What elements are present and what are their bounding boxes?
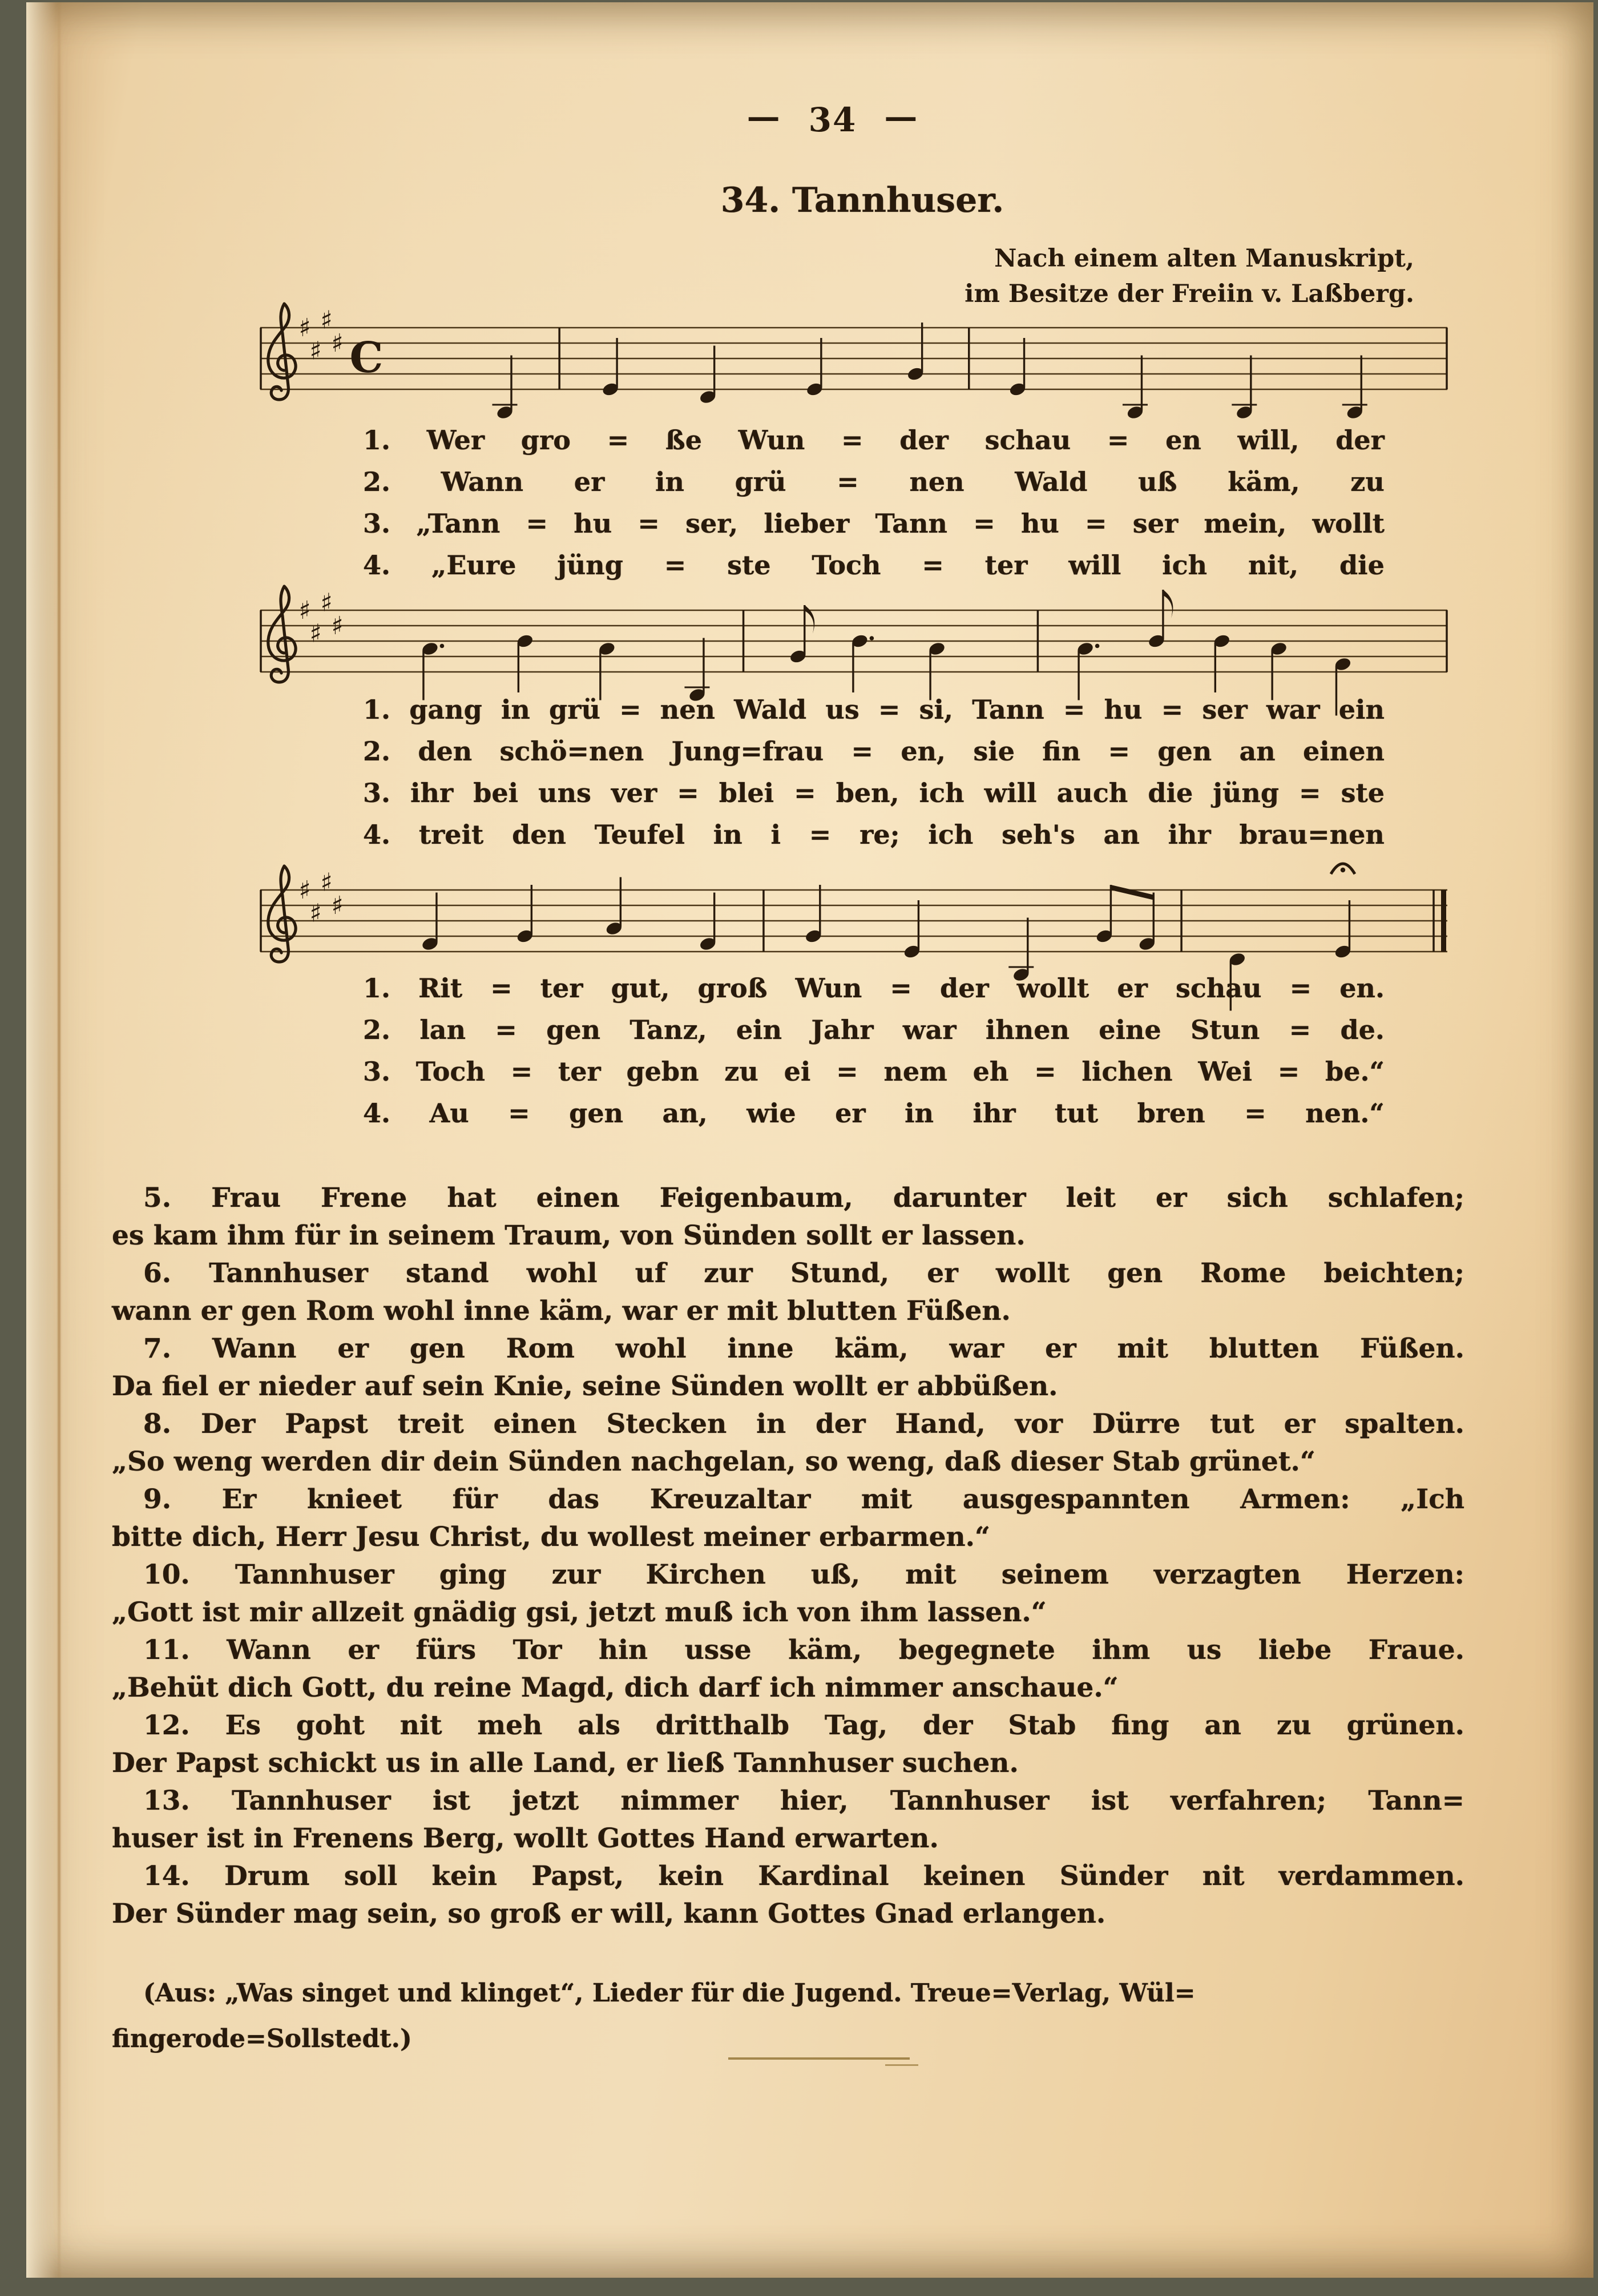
lyric-line-2 [363,736,1385,767]
lyric-syllable: 4. [363,819,391,850]
lyric-syllable: = [794,778,816,808]
lyric-syllable: = [508,1098,530,1129]
page-number-dash-right: — [884,97,919,136]
lyric-syllable: Toch [812,550,881,581]
lyric-syllable: in [713,819,742,850]
lyric-syllable: tut [1055,1098,1099,1129]
verse-13-line-2: huser ist in Frenens Berg, wollt Gottes Hand erwarten. [112,1823,939,1854]
lyric-syllable: Wald [734,694,807,725]
lyric-syllable: gen [546,1014,601,1045]
lyric-syllable: war [902,1014,957,1045]
lyric-syllable: will, [1237,425,1300,456]
lyric-syllable: nen [660,694,715,725]
lyric-syllable: in [501,694,530,725]
lyric-syllable: = [878,694,901,725]
lyric-syllable: gen [569,1098,624,1129]
augmentation-dot [440,644,445,648]
lyric-syllable: = [1034,1056,1056,1087]
lyric-syllable: schau [1175,973,1262,1004]
lyric-syllable: hu [574,508,612,539]
lyric-syllable: Jung=frau [671,736,824,767]
lyric-syllable: us [825,694,859,725]
lyric-syllable: gebn [626,1056,699,1087]
binding-crease [58,2,60,2278]
lyric-syllable: seh's [1002,819,1075,850]
verse-12-line-2: Der Papst schickt us in alle Land, er ließ Tannhuser suchen. [112,1747,1019,1779]
lyric-syllable: = [1108,736,1131,767]
verse-6-line-2: wann er gen Rom wohl inne käm, war er mit blutten Füßen. [112,1295,1011,1327]
lyric-syllable: 1. [363,973,391,1004]
lyric-syllable: groß [697,973,768,1004]
lyric-syllable: der [940,973,989,1004]
lyric-syllable: ver [611,778,657,808]
verse-12-line-1: 12. Es goht nit meh als dritthalb Tag, der Stab fing an zu grünen. [143,1710,1464,1741]
beam [1111,885,1153,900]
lyric-syllable: er [574,466,605,497]
lyric-syllable: = [809,819,832,850]
page-number [156,97,1509,139]
verse-7-line-1: 7. Wann er gen Rom wohl inne käm, war er mit blutten Füßen. [143,1333,1464,1364]
lyric-syllable: bei [473,778,519,808]
lyric-syllable: wie [746,1098,796,1129]
sharp-icon: ♯ [320,588,333,618]
verse-10-line-2: „Gott ist mir allzeit gnädig gsi, jetzt muß ich von ihm lassen.“ [112,1597,1047,1628]
verse-13 [112,1782,1464,1858]
verse-9-line-2: bitte dich, Herr Jesu Christ, du wollest meiner erbarmen.“ [112,1521,991,1553]
page-left-edge [26,2,56,2278]
lyric-syllable: ße [665,425,702,456]
lyric-syllable: Wun [738,425,805,456]
final-barline-thick [1441,890,1446,952]
lyric-syllable: nen [909,466,965,497]
lyric-line-3 [363,1056,1385,1087]
lyric-syllable: 4. [363,550,391,581]
lyric-line-3 [363,508,1385,539]
lyric-syllable: de. [1340,1014,1385,1045]
lyric-syllable: ich [928,819,974,850]
lyric-syllable: an, [662,1098,708,1129]
attribution-line-2: im Besitze der Freiin v. Laßberg. [965,280,1414,308]
lyrics-staff-2 [363,694,1385,861]
lyric-syllable: en, [901,736,946,767]
treble-clef-icon [268,304,296,400]
fermata-dot [1341,868,1345,872]
lyric-syllable: schau [984,425,1071,456]
verse-10 [112,1556,1464,1632]
lyric-syllable: = [1244,1098,1266,1129]
lyric-syllable: wollt [1312,508,1385,539]
lyric-syllable: uns [538,778,591,808]
lyric-syllable: 3. [363,778,391,808]
song-title: 34. Tannhuser. [720,180,1004,220]
lyric-syllable: = [490,973,513,1004]
lyric-syllable: den [512,819,566,850]
lyric-syllable: = [1277,1056,1300,1087]
lyric-syllable: der [1335,425,1385,456]
lyric-syllable: 1. [363,694,391,725]
lyric-syllable: Tann [875,508,947,539]
augmentation-dot [1095,644,1100,648]
lyric-syllable: uß [1138,466,1177,497]
lyric-syllable: will [984,778,1037,808]
verse-9 [112,1481,1464,1556]
sharp-icon: ♯ [331,891,344,920]
sharp-icon: ♯ [298,596,311,625]
lyric-syllable: der [899,425,949,456]
lyric-syllable: jüng [557,550,623,581]
lyric-syllable: = [1299,778,1321,808]
lyric-line-1 [363,973,1385,1004]
lyric-syllable: eh [972,1056,1009,1087]
lyric-syllable: grü [549,694,600,725]
lyric-syllable: Wer [426,425,485,456]
verse-13-line-1: 13. Tannhuser ist jetzt nimmer hier, Tannhuser ist verfahren; Tann= [143,1785,1464,1816]
lyric-line-2 [363,466,1385,497]
lyric-syllable: nem [883,1056,947,1087]
verse-5-line-1: 5. Frau Frene hat einen Feigenbaum, darunter leit er sich schlafen; [143,1182,1464,1214]
eighth-flag [805,605,815,634]
lyric-syllable: er [1117,973,1148,1004]
lyric-syllable: ein [736,1014,782,1045]
lyric-syllable: käm, [1228,466,1300,497]
attribution-line-1: Nach einem alten Manuskript, [994,244,1414,273]
lyric-syllable: Wald [1015,466,1088,497]
lyric-syllable: brau=nen [1239,819,1385,850]
lyric-syllable: nit, [1248,550,1299,581]
lyric-syllable: ich [919,778,965,808]
lyric-syllable: auch [1056,778,1128,808]
lyric-syllable: Wann [441,466,524,497]
lyric-syllable: in [905,1098,934,1129]
lyrics-staff-1 [363,425,1385,591]
prose-verses [112,1179,1464,1933]
lyric-syllable: = [677,778,699,808]
lyric-syllable: fin [1042,736,1081,767]
verse-8-line-2: „So weng werden dir dein Sünden nachgelan, so weng, daß dieser Stab grünet.“ [112,1446,1315,1477]
lyric-syllable: gut, [611,973,670,1004]
source-note [112,1971,1464,2062]
augmentation-dot [870,636,874,641]
lyric-syllable: ser [1132,508,1179,539]
lyric-syllable: ben, [836,778,899,808]
verse-6 [112,1255,1464,1330]
lyric-syllable: Toch [415,1056,485,1087]
lyric-syllable: Wei [1198,1056,1252,1087]
lyric-syllable: = [526,508,548,539]
lyric-syllable: hu [1104,694,1143,725]
lyric-syllable: zu [1350,466,1385,497]
sharp-icon: ♯ [331,611,344,641]
lyric-syllable: ei [784,1056,811,1087]
lyric-syllable: Jahr [811,1014,874,1045]
lyric-syllable: en [1165,425,1201,456]
lyric-syllable: = [973,508,995,539]
sharp-icon: ♯ [309,899,322,928]
lyric-syllable: 2. [363,466,391,497]
lyric-syllable: i [770,819,781,850]
lyric-syllable: in [655,466,684,497]
lyric-syllable: jüng [1213,778,1279,808]
lyric-syllable: gang [409,694,482,725]
lyric-syllable: die [1339,550,1385,581]
source-note-line-1: (Aus: „Was singet und klinget“, Lieder für die Jugend. Treue=Verlag, Wül= [143,1979,1196,2008]
verse-8 [112,1405,1464,1481]
lyric-syllable: schö=nen [499,736,644,767]
sharp-icon: ♯ [298,876,311,905]
lyric-syllable: = [922,550,944,581]
lyric-syllable: = [837,466,859,497]
lyric-syllable: zu [724,1056,758,1087]
lyric-syllable: will [1068,550,1121,581]
lyric-syllable: = [890,973,912,1004]
verse-7 [112,1330,1464,1405]
lyric-syllable: blei [719,778,774,808]
lyric-syllable: ter [984,550,1028,581]
lyric-syllable: eine [1099,1014,1161,1045]
lyric-syllable: Teufel [594,819,685,850]
end-divider-rule [728,2057,910,2060]
lyric-line-1 [363,425,1385,456]
lyric-syllable: be.“ [1325,1056,1385,1087]
verse-11 [112,1632,1464,1707]
lyric-syllable: mein, [1204,508,1287,539]
lyric-syllable: en. [1339,973,1385,1004]
eighth-flag [1163,590,1173,618]
lyric-syllable: ihr [1168,819,1211,850]
lyric-syllable: ihr [972,1098,1016,1129]
verse-5 [112,1179,1464,1255]
lyrics-staff-3 [363,973,1385,1139]
book-page [26,2,1593,2278]
music-staff-1 [255,276,1453,448]
lyric-line-4 [363,1098,1385,1129]
lyric-syllable: ihr [410,778,454,808]
lyric-syllable: Wun [795,973,862,1004]
lyric-syllable: si, [919,694,954,725]
lyric-syllable: lieber [764,508,850,539]
verse-11-line-1: 11. Wann er fürs Tor hin usse käm, begegnete ihm us liebe Fraue. [143,1634,1464,1666]
sharp-icon: ♯ [320,305,333,335]
lyric-syllable: 2. [363,736,391,767]
verse-6-line-1: 6. Tannhuser stand wohl uf zur Stund, er wollt gen Rome beichten; [143,1258,1464,1289]
lyric-line-4 [363,819,1385,850]
lyric-syllable: wollt [1016,973,1089,1004]
verse-14 [112,1858,1464,1933]
lyric-syllable: hu [1020,508,1059,539]
lyric-syllable: er [835,1098,866,1129]
lyric-syllable: = [836,1056,858,1087]
lyric-syllable: lichen [1082,1056,1173,1087]
page-number-value: 34 [808,100,857,139]
lyric-syllable: ich [1162,550,1208,581]
lyric-syllable: 2. [363,1014,391,1045]
lyric-line-4 [363,550,1385,581]
lyric-syllable: = [1063,694,1085,725]
lyric-line-3 [363,778,1385,808]
treble-clef-icon [268,866,296,962]
lyric-syllable: einen [1303,736,1385,767]
lyric-syllable: ste [1341,778,1385,808]
lyric-syllable: sie [973,736,1015,767]
lyric-syllable: = [619,694,641,725]
lyric-syllable: ter [540,973,583,1004]
lyric-syllable: ste [727,550,771,581]
lyric-syllable: = [607,425,629,456]
lyric-syllable: = [1107,425,1129,456]
lyric-syllable: war [1266,694,1320,725]
lyric-syllable: Rit [418,973,463,1004]
lyric-syllable: Tann [972,694,1044,725]
verse-14-line-2: Der Sünder mag sein, so groß er will, kann Gottes Gnad erlangen. [112,1898,1106,1930]
lyric-syllable: = [510,1056,533,1087]
lyric-syllable: = [1289,1014,1312,1045]
lyric-syllable: die [1148,778,1193,808]
page-number-dash-left: — [746,97,781,136]
lyric-syllable: = [841,425,863,456]
sharp-icon: ♯ [331,329,344,358]
lyric-syllable: „Tann [416,508,501,539]
lyric-syllable: ter [558,1056,601,1087]
source-note-line-2: fingerode=Sollstedt.) [112,2024,412,2053]
lyric-syllable: Tanz, [629,1014,707,1045]
lyric-syllable: grü [735,466,786,497]
verse-12 [112,1707,1464,1782]
end-divider-rule-fragment [885,2064,918,2066]
lyric-syllable: Stun [1190,1014,1260,1045]
verse-9-line-1: 9. Er knieet für das Kreuzaltar mit ausgespannten Armen: „Ich [143,1484,1464,1515]
lyric-syllable: an [1103,819,1140,850]
verse-5-line-2: es kam ihm für in seinem Traum, von Sünden sollt er lassen. [112,1220,1026,1251]
lyric-syllable: re; [859,819,900,850]
lyric-syllable: ein [1338,694,1385,725]
lyric-syllable: = [637,508,660,539]
lyric-syllable: gro [520,425,571,456]
lyric-syllable: 3. [363,1056,391,1087]
lyric-syllable: lan [419,1014,466,1045]
lyric-syllable: den [418,736,473,767]
sharp-icon: ♯ [298,313,311,343]
lyric-syllable: = [664,550,687,581]
lyric-syllable: = [1161,694,1184,725]
lyric-syllable: = [495,1014,517,1045]
sharp-icon: ♯ [309,336,322,366]
verse-14-line-1: 14. Drum soll kein Papst, kein Kardinal keinen Sünder nit verdammen. [143,1860,1464,1892]
lyric-syllable: = [851,736,874,767]
lyric-syllable: ser [1202,694,1248,725]
verse-8-line-1: 8. Der Papst treit einen Stecken in der Hand, vor Dürre tut er spalten. [143,1408,1464,1440]
lyric-syllable: ihnen [985,1014,1070,1045]
treble-clef-icon [268,586,296,682]
time-signature: C [349,333,384,382]
lyric-syllable: an [1239,736,1276,767]
lyric-syllable: treit [418,819,484,850]
verse-11-line-2: „Behüt dich Gott, du reine Magd, dich darf ich nimmer anschaue.“ [112,1672,1119,1703]
lyric-syllable: 4. [363,1098,391,1129]
lyric-syllable: 1. [363,425,391,456]
sharp-icon: ♯ [309,619,322,648]
lyric-syllable: „Eure [431,550,516,581]
lyric-syllable: Au [429,1098,469,1129]
lyric-syllable: = [1289,973,1312,1004]
verse-10-line-1: 10. Tannhuser ging zur Kirchen uß, mit seinem verzagten Herzen: [143,1559,1464,1590]
sharp-icon: ♯ [320,868,333,897]
lyric-line-1 [363,694,1385,725]
lyric-syllable: ser, [685,508,739,539]
lyric-syllable: = [1085,508,1107,539]
lyric-syllable: 3. [363,508,391,539]
verse-7-line-2: Da fiel er nieder auf sein Knie, seine Sünden wollt er abbüßen. [112,1371,1058,1402]
lyric-line-2 [363,1014,1385,1045]
lyric-syllable: bren [1137,1098,1205,1129]
lyric-syllable: nen.“ [1305,1098,1385,1129]
lyric-syllable: gen [1157,736,1212,767]
